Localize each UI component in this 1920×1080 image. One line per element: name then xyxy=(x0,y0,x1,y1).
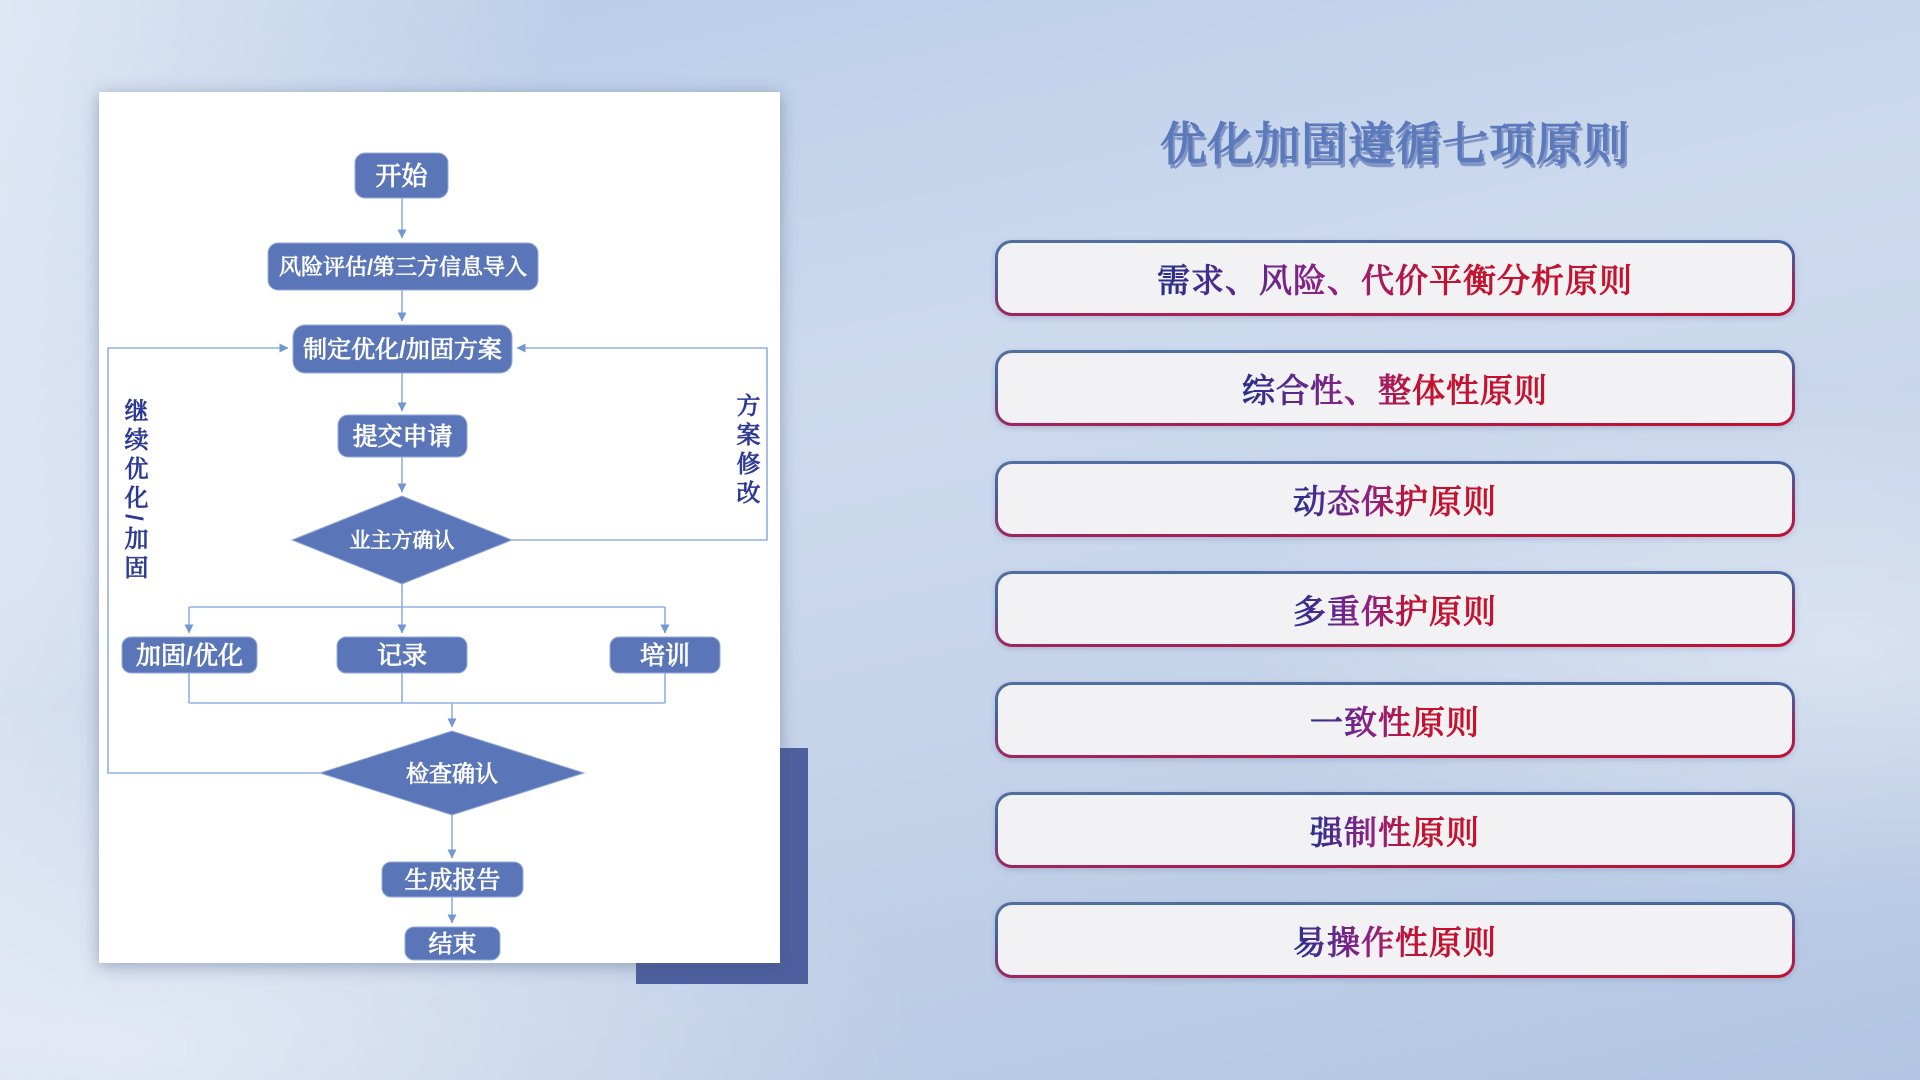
principle-text-5: 一致性原则 xyxy=(1310,697,1480,744)
flow-edge-17 xyxy=(512,348,767,540)
principle-box-1 xyxy=(995,240,1795,316)
flow-node-label-harden-opt: 加固/优化 xyxy=(136,642,243,670)
principle-box-4 xyxy=(995,571,1795,647)
flow-node-label-risk-import: 风险评估/第三方信息导入 xyxy=(278,254,528,280)
flow-node-harden-opt xyxy=(122,637,257,673)
principle-box-5 xyxy=(995,682,1795,758)
flow-node-risk-import xyxy=(268,243,538,290)
flow-node-check-confirm xyxy=(320,731,584,815)
flow-node-gen-report xyxy=(382,862,523,897)
flow-node-label-start: 开始 xyxy=(375,160,428,191)
flow-node-label-record: 记录 xyxy=(376,642,428,670)
flow-label-continue-optimize: 继续优化/加固 xyxy=(120,398,147,584)
flow-label-plan-revise: 方案修改 xyxy=(732,393,759,509)
flow-node-submit-apply xyxy=(338,415,467,457)
principles-panel xyxy=(995,0,1795,1080)
flow-node-label-end: 结束 xyxy=(428,931,477,959)
flow-node-label-owner-confirm: 业主方确认 xyxy=(349,529,455,553)
flow-node-label-gen-report: 生成报告 xyxy=(404,867,501,895)
flowchart-svg xyxy=(99,92,780,963)
flow-node-label-submit-apply: 提交申请 xyxy=(352,423,453,451)
flow-node-training xyxy=(610,637,720,673)
principle-box-3 xyxy=(995,461,1795,537)
flow-node-start xyxy=(355,153,448,198)
flow-node-end xyxy=(405,927,500,960)
flow-node-label-training: 培训 xyxy=(639,642,691,670)
principle-text-4: 多重保护原则 xyxy=(1293,586,1497,633)
principle-text-7: 易操作性原则 xyxy=(1293,917,1497,964)
principle-text-2: 综合性、整体性原则 xyxy=(1242,365,1548,412)
flow-node-label-make-plan: 制定优化/加固方案 xyxy=(303,336,502,364)
principle-text-3: 动态保护原则 xyxy=(1293,476,1497,523)
flowchart-card xyxy=(99,92,780,963)
principle-box-6 xyxy=(995,792,1795,868)
flow-node-owner-confirm xyxy=(292,496,512,584)
flow-node-make-plan xyxy=(293,325,512,373)
principle-text-1: 需求、风险、代价平衡分析原则 xyxy=(1157,255,1633,302)
principle-box-2 xyxy=(995,350,1795,426)
flow-node-label-check-confirm: 检查确认 xyxy=(406,760,498,787)
principle-text-6: 强制性原则 xyxy=(1310,807,1480,854)
principle-box-7 xyxy=(995,902,1795,978)
panel-title: 优化加固遵循七项原则 xyxy=(1160,118,1630,170)
flow-node-record xyxy=(337,637,467,673)
